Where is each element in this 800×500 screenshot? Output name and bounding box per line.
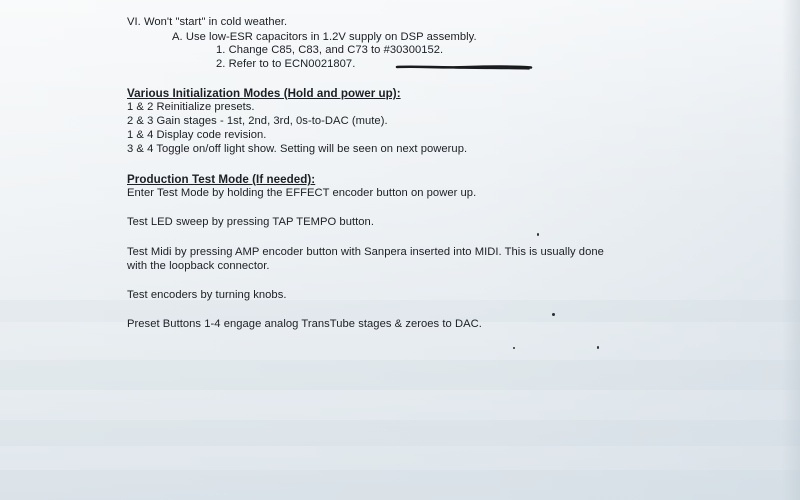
page-edge-shadow (782, 0, 800, 500)
handwritten-pen-stroke (395, 61, 535, 73)
test-mode-encoders: Test encoders by turning knobs. (127, 289, 287, 301)
test-mode-enter: Enter Test Mode by holding the EFFECT encoder button on power up. (127, 187, 477, 199)
scan-band (0, 360, 800, 390)
test-mode-midi-line-2: with the loopback connector. (127, 260, 270, 272)
scan-speck (552, 313, 555, 316)
section-vi-step-1: 1. Change C85, C83, and C73 to #30300152. (216, 44, 444, 56)
scan-speck (513, 347, 515, 349)
init-mode-item: 2 & 3 Gain stages - 1st, 2nd, 3rd, 0s-to-DAC (mute). (127, 115, 388, 127)
scan-band (0, 470, 800, 500)
init-mode-item: 1 & 2 Reinitialize presets. (127, 101, 255, 113)
test-mode-led: Test LED sweep by pressing TAP TEMPO button. (127, 216, 374, 228)
init-mode-item: 1 & 4 Display code revision. (127, 129, 267, 141)
test-mode-heading: Production Test Mode (If needed): (127, 173, 316, 186)
section-vi-step-2: 2. Refer to to ECN0021807. (216, 58, 356, 70)
test-mode-midi-line-1: Test Midi by pressing AMP encoder button with Sanpera inserted into MIDI. This is usually done (127, 246, 604, 258)
scan-speck (537, 233, 539, 236)
init-mode-item: 3 & 4 Toggle on/off light show. Setting will be seen on next powerup. (127, 143, 468, 155)
scan-band (0, 420, 800, 446)
scan-speck (597, 346, 599, 349)
section-vi-item-a: A. Use low-ESR capacitors in 1.2V supply on DSP assembly. (172, 31, 477, 43)
init-modes-heading: Various Initialization Modes (Hold and power up): (127, 87, 401, 100)
test-mode-preset: Preset Buttons 1-4 engage analog TransTube stages & zeroes to DAC. (127, 318, 482, 330)
section-vi-title: VI. Won't "start" in cold weather. (127, 16, 288, 28)
